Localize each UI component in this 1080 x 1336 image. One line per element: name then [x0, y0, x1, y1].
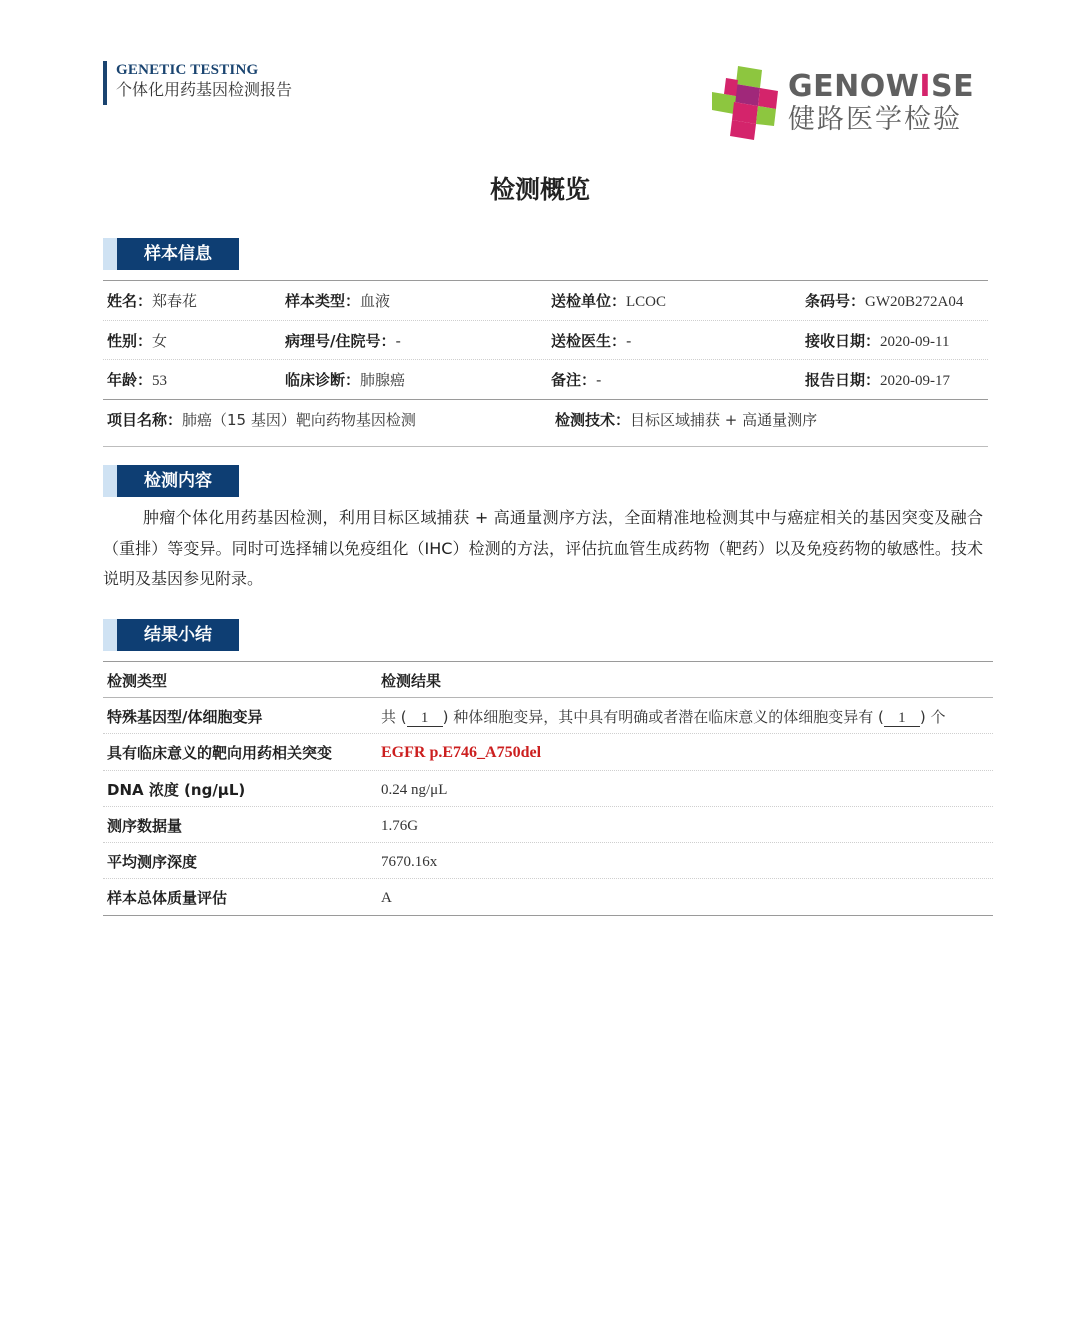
brand-name-cn: 健路医学检验	[788, 104, 962, 135]
pathology-id-value: -	[395, 331, 401, 350]
name-label: 姓名：	[107, 292, 153, 310]
report-header-en: GENETIC TESTING	[116, 62, 259, 78]
table-row	[103, 734, 993, 770]
info-row	[103, 321, 988, 361]
diagnosis-label: 临床诊断：	[285, 371, 361, 389]
table-row	[103, 698, 993, 734]
sex-value: 女	[152, 331, 168, 350]
table-row	[103, 843, 993, 879]
sequencing-data-label: 测序数据量	[107, 816, 183, 835]
info-row	[103, 281, 988, 321]
age-value: 53	[152, 373, 168, 389]
technique-value: 目标区域捕获 + 高通量测序	[630, 410, 818, 429]
technique-label: 检测技术：	[555, 410, 631, 429]
somatic-variant-label: 特殊基因型/体细胞变异	[107, 708, 263, 727]
sample-info-table	[103, 280, 988, 447]
genowise-logo	[712, 66, 982, 142]
table-row	[103, 807, 993, 843]
remarks-label: 备注：	[551, 371, 597, 389]
pathology-id-label: 病理号/住院号：	[285, 331, 396, 350]
brand-name-en: GENOWISE	[788, 69, 975, 104]
cross-logo-icon	[712, 66, 784, 140]
targeted-mutation-label: 具有临床意义的靶向用药相关突变	[107, 744, 333, 763]
sequencing-data-value: 1.76G	[381, 817, 419, 834]
quality-assessment-value: A	[381, 890, 392, 907]
section-header-result-summary: 结果小结	[103, 619, 239, 651]
significant-variant-count: 1	[884, 710, 920, 727]
somatic-variant-value: 共 ( 1 ) 种体细胞变异，其中具有明确或者潜在临床意义的体细胞变异有 ( 1 ) 个	[381, 708, 946, 727]
received-date-label: 接收日期：	[805, 331, 881, 350]
remarks-value: -	[596, 371, 602, 389]
table-row	[103, 879, 993, 915]
dna-concentration-label: DNA 浓度 (ng/μL)	[107, 780, 246, 799]
section-header-sample-info: 样本信息	[103, 238, 239, 270]
barcode-value: GW20B272A04	[865, 294, 964, 310]
report-date-label: 报告日期：	[805, 371, 881, 389]
targeted-mutation-value: EGFR p.E746_A750del	[381, 744, 542, 762]
report-date-value: 2020-09-17	[880, 373, 951, 389]
column-header-type: 检测类型	[107, 672, 168, 690]
sex-label: 性别：	[107, 331, 153, 350]
column-header-result: 检测结果	[381, 672, 442, 690]
page-title: 检测概览	[489, 175, 590, 204]
project-name-value: 肺癌（15 基因）靶向药物基因检测	[182, 410, 416, 429]
report-header	[103, 61, 292, 105]
mean-depth-value: 7670.16x	[381, 853, 438, 870]
sample-type-label: 样本类型：	[285, 292, 361, 310]
dna-concentration-value: 0.24 ng/μL	[381, 781, 448, 798]
barcode-label: 条码号：	[805, 292, 866, 310]
diagnosis-value: 肺腺癌	[360, 371, 406, 389]
mean-depth-label: 平均测序深度	[107, 852, 198, 871]
table-header-row	[103, 662, 993, 698]
name-value: 郑春花	[152, 292, 198, 310]
doctor-value: -	[626, 331, 632, 350]
report-header-cn: 个体化用药基因检测报告	[116, 80, 293, 99]
total-variant-count: 1	[407, 710, 443, 727]
age-label: 年龄：	[107, 371, 153, 389]
submitting-unit-label: 送检单位：	[551, 292, 627, 310]
project-name-label: 项目名称：	[107, 410, 183, 429]
info-row-project	[103, 400, 988, 447]
info-row	[103, 360, 988, 400]
quality-assessment-label: 样本总体质量评估	[107, 889, 228, 908]
section-header-test-content: 检测内容	[103, 465, 239, 497]
received-date-value: 2020-09-11	[880, 333, 950, 350]
sample-type-value: 血液	[360, 292, 391, 310]
test-content-paragraph: 肿瘤个体化用药基因检测，利用目标区域捕获 + 高通量测序方法，全面精准地检测其中与癌症相关的基因突变及融合（重排）等变异。同时可选择辅以免疫组化（IHC）检测的方法，评估抗血管生成药物（靶药）以及免疫药物的敏感性。技术说明及基因参见附录。	[103, 508, 983, 588]
doctor-label: 送检医生：	[551, 331, 627, 350]
table-row	[103, 771, 993, 807]
result-summary-table	[103, 661, 993, 916]
submitting-unit-value: LCOC	[626, 294, 667, 310]
